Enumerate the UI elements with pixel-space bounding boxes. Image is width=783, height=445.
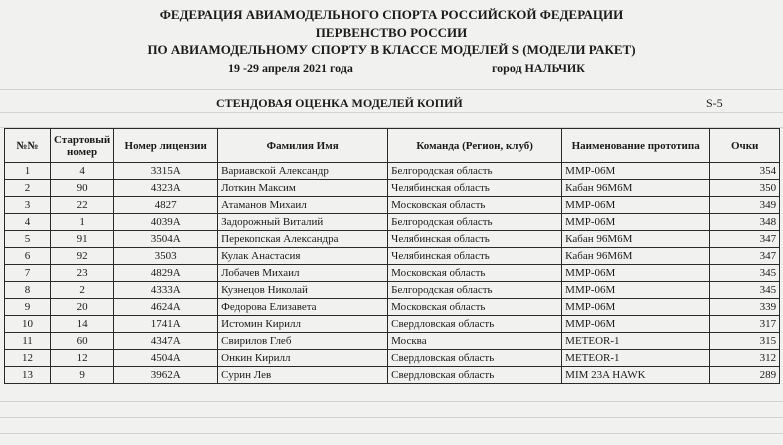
cell-team[interactable]: Белгородская область	[388, 282, 562, 299]
cell-name[interactable]: Кулак Анастасия	[218, 248, 388, 265]
cell-points[interactable]: 350	[710, 180, 780, 197]
cell-start-number[interactable]: 9	[51, 367, 114, 384]
cell-points[interactable]: 345	[710, 265, 780, 282]
cell-start-number[interactable]: 12	[51, 350, 114, 367]
cell-team[interactable]: Челябинская область	[388, 180, 562, 197]
cell-team[interactable]: Московская область	[388, 265, 562, 282]
table-row	[5, 180, 780, 197]
table-row	[5, 350, 780, 367]
cell-name[interactable]: Истомин Кирилл	[218, 316, 388, 333]
cell-prototype[interactable]: METEOR-1	[562, 333, 710, 350]
cell-license[interactable]: 4504А	[114, 350, 218, 367]
cell-points[interactable]: 339	[710, 299, 780, 316]
cell-name[interactable]: Федорова Елизавета	[218, 299, 388, 316]
cell-number[interactable]: 9	[5, 299, 51, 316]
cell-start-number[interactable]: 4	[51, 163, 114, 180]
table-row	[5, 316, 780, 333]
cell-number[interactable]: 12	[5, 350, 51, 367]
cell-team[interactable]: Московская область	[388, 197, 562, 214]
cell-prototype[interactable]: ММР-06М	[562, 197, 710, 214]
cell-points[interactable]: 347	[710, 248, 780, 265]
cell-start-number[interactable]: 92	[51, 248, 114, 265]
cell-start-number[interactable]: 91	[51, 231, 114, 248]
table-row	[5, 282, 780, 299]
cell-name[interactable]: Перекопская Александра	[218, 231, 388, 248]
cell-license[interactable]: 4827	[114, 197, 218, 214]
cell-start-number[interactable]: 90	[51, 180, 114, 197]
cell-prototype[interactable]: METEOR-1	[562, 350, 710, 367]
table-row	[5, 367, 780, 384]
championship-title: ПЕРВЕНСТВО РОССИИ	[315, 25, 468, 40]
cell-start-number[interactable]: 2	[51, 282, 114, 299]
cell-license[interactable]: 4624А	[114, 299, 218, 316]
cell-prototype[interactable]: ММР-06М	[562, 316, 710, 333]
cell-team[interactable]: Челябинская область	[388, 231, 562, 248]
table-row	[5, 299, 780, 316]
table-row	[5, 333, 780, 350]
cell-start-number[interactable]: 60	[51, 333, 114, 350]
col-header-start-number[interactable]: Стартовый номер	[51, 129, 114, 163]
class-code: S-5	[706, 96, 723, 110]
cell-team[interactable]: Свердловская область	[388, 350, 562, 367]
table-row	[5, 214, 780, 231]
sheet-gridline	[0, 112, 783, 113]
cell-points[interactable]: 312	[710, 350, 780, 367]
results-table	[4, 128, 780, 384]
cell-license[interactable]: 4333А	[114, 282, 218, 299]
cell-number[interactable]: 6	[5, 248, 51, 265]
cell-name[interactable]: Лобачев Михаил	[218, 265, 388, 282]
sheet-gridline	[0, 89, 783, 90]
col-header-name[interactable]: Фамилия Имя	[218, 129, 388, 163]
cell-points[interactable]: 345	[710, 282, 780, 299]
cell-number[interactable]: 7	[5, 265, 51, 282]
cell-number[interactable]: 3	[5, 197, 51, 214]
col-header-team[interactable]: Команда (Регион, клуб)	[388, 129, 562, 163]
cell-number[interactable]: 8	[5, 282, 51, 299]
cell-points[interactable]: 349	[710, 197, 780, 214]
col-header-number[interactable]: №№	[5, 129, 51, 163]
cell-points[interactable]: 315	[710, 333, 780, 350]
cell-points[interactable]: 348	[710, 214, 780, 231]
cell-prototype[interactable]: ММР-06М	[562, 163, 710, 180]
cell-name[interactable]: Лоткин Максим	[218, 180, 388, 197]
cell-name[interactable]: Онкин Кирилл	[218, 350, 388, 367]
cell-team[interactable]: Белгородская область	[388, 214, 562, 231]
cell-prototype[interactable]: ММР-06М	[562, 214, 710, 231]
col-header-prototype[interactable]: Наименование прототипа	[562, 129, 710, 163]
cell-points[interactable]: 289	[710, 367, 780, 384]
discipline-title: ПО АВИАМОДЕЛЬНОМУ СПОРТУ В КЛАССЕ МОДЕЛЕЙ S (МОДЕЛИ РАКЕТ)	[147, 42, 636, 57]
cell-prototype[interactable]: ММР-06М	[562, 299, 710, 316]
federation-title: ФЕДЕРАЦИЯ АВИАМОДЕЛЬНОГО СПОРТА РОССИЙСКОЙ ФЕДЕРАЦИИ	[159, 7, 624, 22]
cell-name[interactable]: Свирилов Глеб	[218, 333, 388, 350]
cell-number[interactable]: 5	[5, 231, 51, 248]
cell-license[interactable]: 4829А	[114, 265, 218, 282]
cell-license[interactable]: 4323А	[114, 180, 218, 197]
table-row	[5, 265, 780, 282]
results-subtitle: СТЕНДОВАЯ ОЦЕНКА МОДЕЛЕЙ КОПИЙ	[216, 96, 463, 110]
cell-start-number[interactable]: 23	[51, 265, 114, 282]
cell-number[interactable]: 10	[5, 316, 51, 333]
cell-prototype[interactable]: Кабан 96М6М	[562, 248, 710, 265]
cell-team[interactable]: Белгородская область	[388, 163, 562, 180]
cell-name[interactable]: Сурин Лев	[218, 367, 388, 384]
sheet-gridline	[0, 401, 783, 402]
cell-name[interactable]: Вариавской Александр	[218, 163, 388, 180]
cell-name[interactable]: Кузнецов Николай	[218, 282, 388, 299]
cell-license[interactable]: 4039А	[114, 214, 218, 231]
cell-prototype[interactable]: Кабан 96М6М	[562, 180, 710, 197]
col-header-license[interactable]: Номер лицензии	[114, 129, 218, 163]
cell-team[interactable]: Москва	[388, 333, 562, 350]
cell-number[interactable]: 2	[5, 180, 51, 197]
cell-start-number[interactable]: 20	[51, 299, 114, 316]
cell-license[interactable]: 1741А	[114, 316, 218, 333]
table-row	[5, 197, 780, 214]
cell-prototype[interactable]: MIM 23A HAWK	[562, 367, 710, 384]
cell-team[interactable]: Свердловская область	[388, 367, 562, 384]
cell-number[interactable]: 13	[5, 367, 51, 384]
table-header-row	[5, 129, 780, 163]
cell-license[interactable]: 3503	[114, 248, 218, 265]
event-city: город НАЛЬЧИК	[492, 61, 585, 75]
cell-license[interactable]: 3962А	[114, 367, 218, 384]
cell-start-number[interactable]: 1	[51, 214, 114, 231]
cell-prototype[interactable]: ММР-06М	[562, 282, 710, 299]
cell-prototype[interactable]: ММР-06М	[562, 265, 710, 282]
cell-number[interactable]: 1	[5, 163, 51, 180]
cell-name[interactable]: Задорожный Виталий	[218, 214, 388, 231]
event-dates: 19 -29 апреля 2021 года	[228, 61, 353, 75]
sheet-gridline	[0, 417, 783, 418]
cell-license[interactable]: 3315А	[114, 163, 218, 180]
cell-points[interactable]: 317	[710, 316, 780, 333]
cell-name[interactable]: Атаманов Михаил	[218, 197, 388, 214]
table-row	[5, 248, 780, 265]
cell-team[interactable]: Московская область	[388, 299, 562, 316]
cell-prototype[interactable]: Кабан 96М6М	[562, 231, 710, 248]
cell-start-number[interactable]: 14	[51, 316, 114, 333]
col-header-points[interactable]: Очки	[710, 129, 780, 163]
cell-number[interactable]: 11	[5, 333, 51, 350]
table-row	[5, 163, 780, 180]
cell-start-number[interactable]: 22	[51, 197, 114, 214]
cell-license[interactable]: 4347А	[114, 333, 218, 350]
cell-license[interactable]: 3504А	[114, 231, 218, 248]
cell-number[interactable]: 4	[5, 214, 51, 231]
cell-points[interactable]: 347	[710, 231, 780, 248]
cell-team[interactable]: Свердловская область	[388, 316, 562, 333]
sheet-gridline	[0, 433, 783, 434]
cell-team[interactable]: Челябинская область	[388, 248, 562, 265]
table-row	[5, 231, 780, 248]
cell-points[interactable]: 354	[710, 163, 780, 180]
